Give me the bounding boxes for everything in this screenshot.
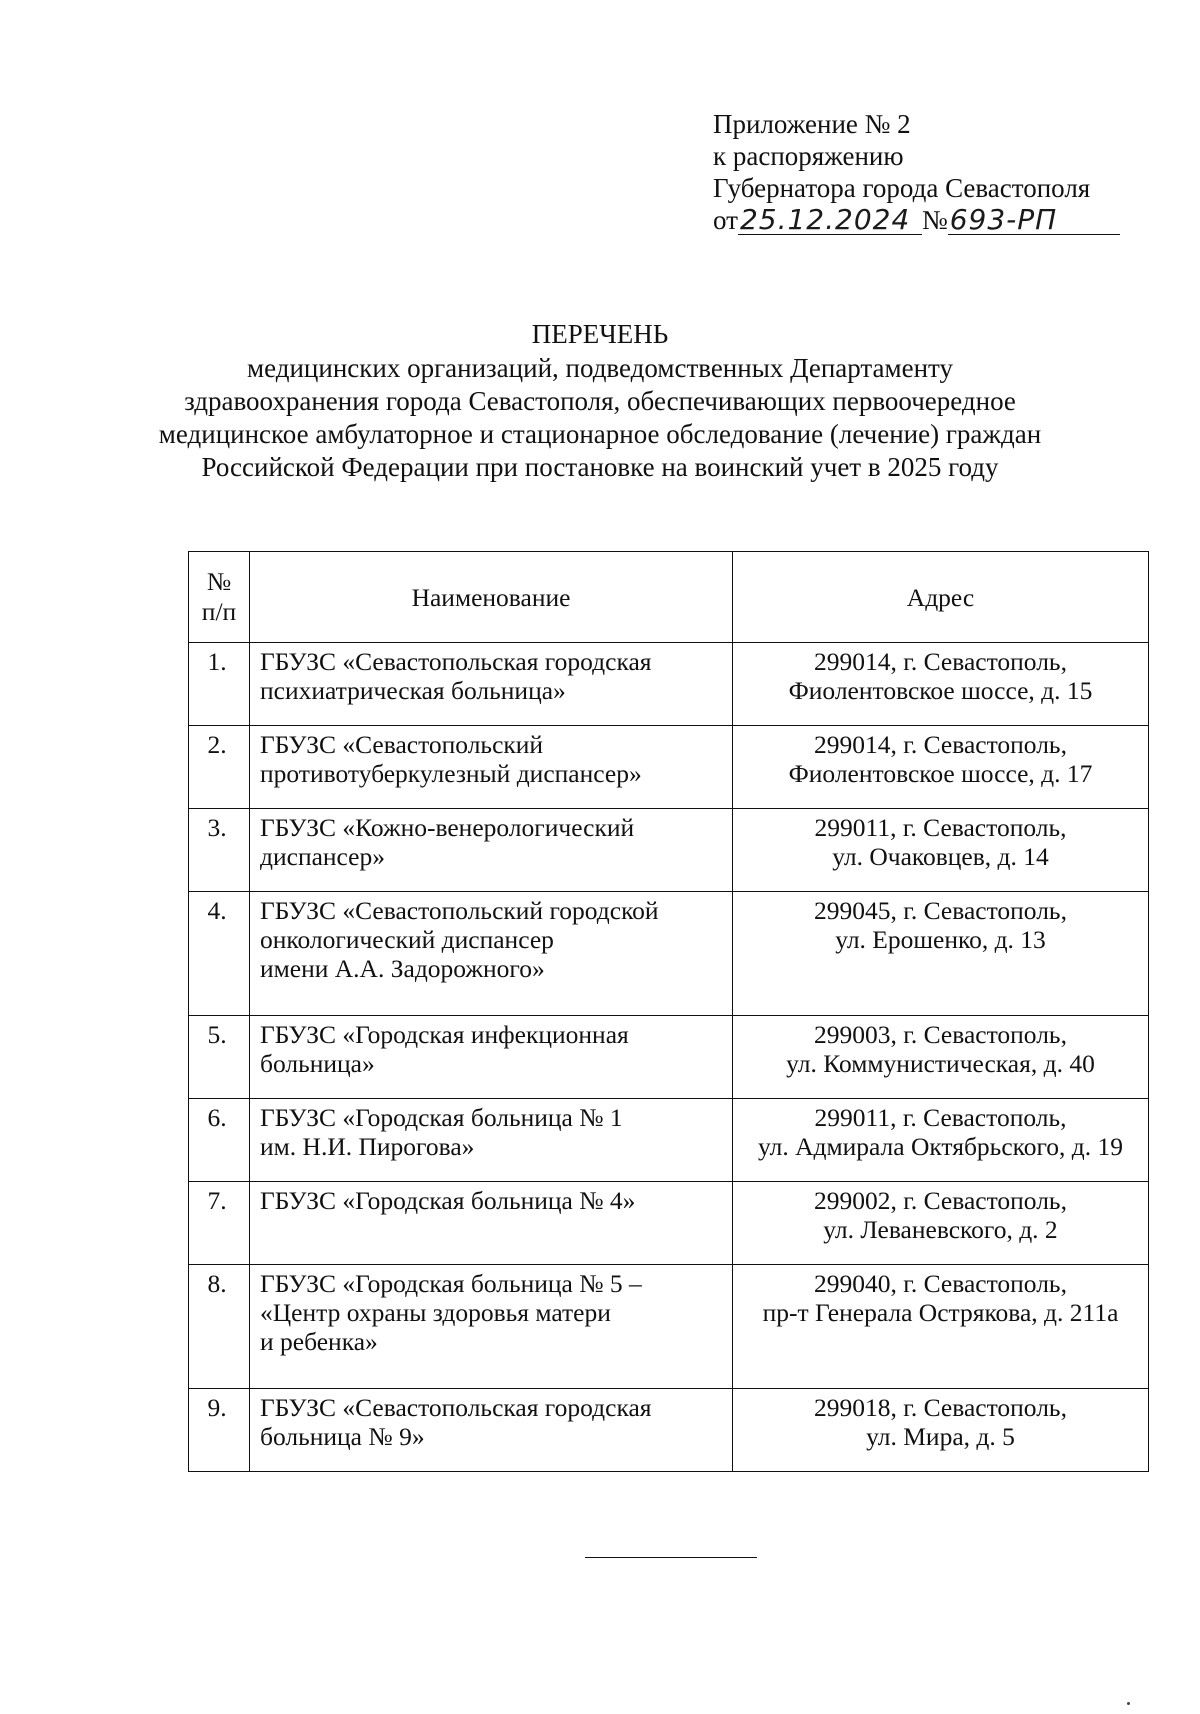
- name-line: ГБУЗС «Кожно-венерологический: [260, 813, 635, 842]
- address-line: ул. Адмирала Октябрьского, д. 19: [757, 1132, 1124, 1161]
- name-line: ГБУЗС «Городская больница № 4»: [260, 1186, 636, 1215]
- name-line: ГБУЗС «Севастопольская городская: [260, 1393, 652, 1422]
- row-address: [733, 1265, 1149, 1389]
- annex-block: [713, 108, 1120, 236]
- annex-line-2: к распоряжению: [713, 141, 904, 171]
- table-row: [189, 643, 1149, 726]
- name-line: ГБУЗС «Севастопольский городской: [260, 896, 659, 925]
- row-number: 9.: [189, 1389, 250, 1472]
- address-line: Фиолентовское шоссе, д. 17: [788, 759, 1093, 788]
- row-organization-name: [250, 1265, 733, 1389]
- title-line-2: здравоохранения города Севастополя, обеспечивающих первоочередное: [184, 386, 1016, 416]
- title-line-3: медицинское амбулаторное и стационарное обследование (лечение) граждан: [158, 419, 1042, 449]
- name-line: имени А.А. Задорожного»: [260, 954, 545, 983]
- row-address: [733, 1016, 1149, 1099]
- row-number: 4.: [189, 892, 250, 1016]
- row-organization-name: [250, 1389, 733, 1472]
- header-number: № п/п: [189, 552, 250, 643]
- annex-date-row: [713, 204, 1120, 236]
- closing-rule: [585, 1557, 757, 1558]
- title-line-4: Российской Федерации при постановке на воинский учет в 2025 году: [201, 452, 999, 482]
- name-line: диспансер»: [260, 842, 385, 871]
- address-line: пр-т Генерала Острякова, д. 211а: [762, 1298, 1119, 1327]
- table-body: [189, 643, 1149, 1472]
- annex-line-3: Губернатора города Севастополя: [713, 173, 1091, 203]
- row-address: [733, 892, 1149, 1016]
- name-line: психиатрическая больница»: [260, 676, 566, 705]
- name-line: и ребенка»: [260, 1327, 378, 1356]
- row-organization-name: [250, 643, 733, 726]
- address-line: 299014, г. Севастополь,: [814, 730, 1067, 759]
- row-address: [733, 1099, 1149, 1182]
- name-line: ГБУЗС «Севастопольская городская: [260, 647, 652, 676]
- annex-line-1: Приложение № 2: [713, 109, 911, 139]
- header-name: Наименование: [250, 552, 733, 643]
- row-organization-name: [250, 726, 733, 809]
- address-line: ул. Мира, д. 5: [866, 1422, 1015, 1451]
- address-line: 299003, г. Севастополь,: [814, 1020, 1067, 1049]
- name-line: больница»: [260, 1049, 375, 1078]
- row-number: 3.: [189, 809, 250, 892]
- organizations-table: [188, 551, 1149, 1472]
- row-organization-name: [250, 892, 733, 1016]
- row-number: 2.: [189, 726, 250, 809]
- address-line: Фиолентовское шоссе, д. 15: [788, 676, 1093, 705]
- row-organization-name: [250, 1099, 733, 1182]
- row-number: 7.: [189, 1182, 250, 1265]
- row-number: 6.: [189, 1099, 250, 1182]
- document-title: [150, 318, 1050, 484]
- name-line: ГБУЗС «Севастопольский: [260, 730, 544, 759]
- row-address: [733, 809, 1149, 892]
- name-line: ГБУЗС «Городская инфекционная: [260, 1020, 629, 1049]
- address-line: 299011, г. Севастополь,: [814, 813, 1067, 842]
- row-address: [733, 1389, 1149, 1472]
- scan-speck: [1127, 1702, 1130, 1705]
- row-organization-name: [250, 809, 733, 892]
- date-prefix: от: [713, 205, 738, 235]
- row-number: 8.: [189, 1265, 250, 1389]
- address-line: 299018, г. Севастополь,: [814, 1393, 1067, 1422]
- table-row: [189, 1265, 1149, 1389]
- title-heading: ПЕРЕЧЕНЬ: [531, 319, 669, 349]
- address-line: 299014, г. Севастополь,: [814, 647, 1067, 676]
- header-address: Адрес: [733, 552, 1149, 643]
- row-organization-name: [250, 1182, 733, 1265]
- table-row: [189, 726, 1149, 809]
- name-line: ГБУЗС «Городская больница № 5 –: [260, 1269, 642, 1298]
- name-line: онкологический диспансер: [260, 925, 554, 954]
- address-line: 299011, г. Севастополь,: [814, 1103, 1067, 1132]
- number-prefix: №: [921, 205, 948, 235]
- address-line: ул. Леваневского, д. 2: [823, 1215, 1058, 1244]
- title-line-1: медицинских организаций, подведомственных Департаменту: [247, 353, 953, 383]
- table-row: [189, 1016, 1149, 1099]
- table-row: [189, 1182, 1149, 1265]
- address-line: 299040, г. Севастополь,: [814, 1269, 1067, 1298]
- address-line: ул. Очаковцев, д. 14: [832, 842, 1049, 871]
- address-line: 299045, г. Севастополь,: [814, 896, 1067, 925]
- address-line: ул. Коммунистическая, д. 40: [786, 1049, 1095, 1078]
- address-line: ул. Ерошенко, д. 13: [835, 925, 1046, 954]
- name-line: им. Н.И. Пирогова»: [260, 1132, 475, 1161]
- table-row: [189, 1389, 1149, 1472]
- address-line: 299002, г. Севастополь,: [814, 1186, 1067, 1215]
- name-line: ГБУЗС «Городская больница № 1: [260, 1103, 623, 1132]
- name-line: больница № 9»: [260, 1422, 425, 1451]
- handwritten-number: 693-РП: [948, 206, 1120, 235]
- row-number: 1.: [189, 643, 250, 726]
- table-row: [189, 1099, 1149, 1182]
- row-organization-name: [250, 1016, 733, 1099]
- table-row: [189, 809, 1149, 892]
- row-address: [733, 643, 1149, 726]
- table-header-row: [189, 552, 1149, 643]
- name-line: «Центр охраны здоровья матери: [260, 1298, 611, 1327]
- row-address: [733, 1182, 1149, 1265]
- name-line: противотуберкулезный диспансер»: [260, 759, 642, 788]
- row-address: [733, 726, 1149, 809]
- handwritten-date: 25.12.2024: [738, 206, 922, 235]
- row-number: 5.: [189, 1016, 250, 1099]
- table-row: [189, 892, 1149, 1016]
